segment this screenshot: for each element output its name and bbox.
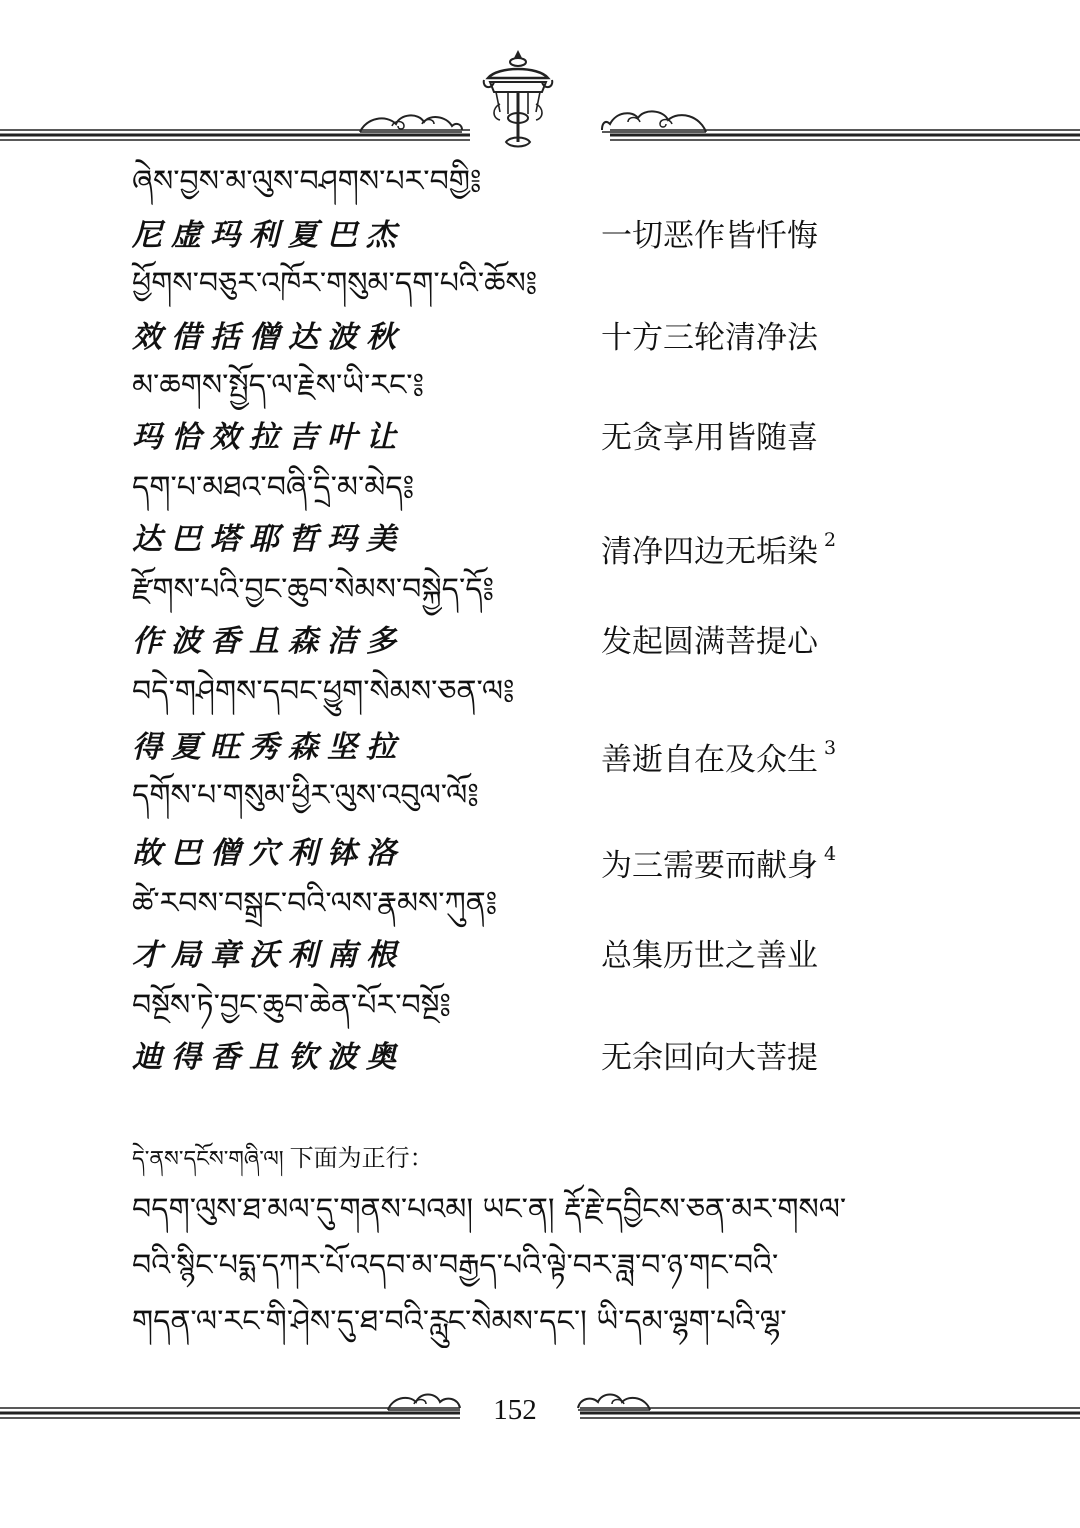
chinese-line: 十方三轮清净法 <box>601 320 818 356</box>
tibetan-line: ཕྱོགས་བཅུར་འཁོར་གསུམ་དག་པའི་ཆོས༔ <box>132 266 538 301</box>
transliteration-line: 尼虚玛利夏巴杰 <box>132 218 405 253</box>
footer-cloud-right-icon <box>574 1388 654 1416</box>
tibetan-line: ཞེས་བྱས་མ་ལུས་བཤགས་པར་བགྱི༔ <box>132 164 482 199</box>
section-heading-tibetan: དེ་ནས་དངོས་གཞི་ལ། <box>132 1147 284 1172</box>
page-number: 152 <box>493 1394 537 1426</box>
transliteration-line: 才局章沃利南根 <box>132 938 405 973</box>
header-cloud-left-icon <box>356 108 466 138</box>
tibetan-line: དག་པ་མཐའ་བཞི་དྲི་མ་མེད༔ <box>132 470 415 505</box>
tibetan-line: བསྔོས་ཏེ་བྱང་ཆུབ་ཆེན་པོར་བསྔོ༔ <box>132 988 451 1023</box>
footnote-marker: 4 <box>824 843 837 865</box>
footnote-marker: 2 <box>824 529 837 551</box>
parasol-emblem-icon <box>478 48 558 152</box>
transliteration-line: 作波香且森洁多 <box>132 624 405 659</box>
transliteration-line: 迪得香且钦波奥 <box>132 1040 405 1075</box>
chinese-line: 无余回向大菩提 <box>601 1040 818 1076</box>
tibetan-line: ཚེ་རབས་བསྒྲང་བའི་ལས་རྣམས་ཀུན༔ <box>132 886 498 921</box>
transliteration-line: 故巴僧穴利钵洛 <box>132 836 405 871</box>
chinese-line: 无贪享用皆随喜 <box>601 420 818 456</box>
transliteration-line: 玛恰效拉吉叶让 <box>132 420 405 455</box>
section-heading <box>132 1140 434 1178</box>
chinese-line: 一切恶作皆忏悔 <box>601 218 818 254</box>
chinese-line: 发起圆满菩提心 <box>601 624 818 660</box>
tibetan-line: མ་ཆགས་སྤྱོད་ལ་རྗེས་ཡི་རང་༔ <box>132 368 424 403</box>
chinese-line: 总集历世之善业 <box>601 938 818 974</box>
transliteration-line: 得夏旺秀森坚拉 <box>132 730 405 765</box>
prose-line: བདག་ལུས་ཐ་མལ་དུ་གནས་པའམ། ཡང་ན། རྡོ་རྗེ་དབྱིངས་ཅན་མར་གསལ་ <box>132 1192 847 1227</box>
header-cloud-right-icon <box>600 104 710 138</box>
tibetan-line: རྫོགས་པའི་བྱང་ཆུབ་སེམས་བསྐྱེད་དོ༔ <box>132 572 495 607</box>
footnote-marker: 3 <box>824 737 837 759</box>
prose-line: བའི་སྙིང་པདྨ་དཀར་པོ་འདབ་མ་བརྒྱད་པའི་ལྟེ་བར་ཟླ་བ་ཉ་གང་བའི་ <box>132 1248 779 1283</box>
chinese-line: 善逝自在及众生 $^3$ <box>601 737 837 778</box>
prose-line: གདན་ལ་རང་གི་ཤེས་དུ་ཐ་བའི་རླུང་སེམས་དང་། ཡི་དམ་ལྷག་པའི་ལྷ་ <box>132 1304 787 1339</box>
transliteration-line: 效借括僧达波秋 <box>132 320 405 355</box>
section-heading-chinese: 下面为正行： <box>289 1144 434 1172</box>
chinese-line: 清净四边无垢染 $^2$ <box>601 529 837 570</box>
chinese-line: 为三需要而献身 $^4$ <box>601 843 837 884</box>
tibetan-line: བདེ་གཤེགས་དབང་ཕྱུག་སེམས་ཅན་ལ༔ <box>132 674 515 709</box>
transliteration-line: 达巴塔耶哲玛美 <box>132 522 405 557</box>
footer-cloud-left-icon <box>384 1388 464 1416</box>
tibetan-line: དགོས་པ་གསུམ་ཕྱིར་ལུས་འབུལ་ལོ༔ <box>132 778 479 813</box>
